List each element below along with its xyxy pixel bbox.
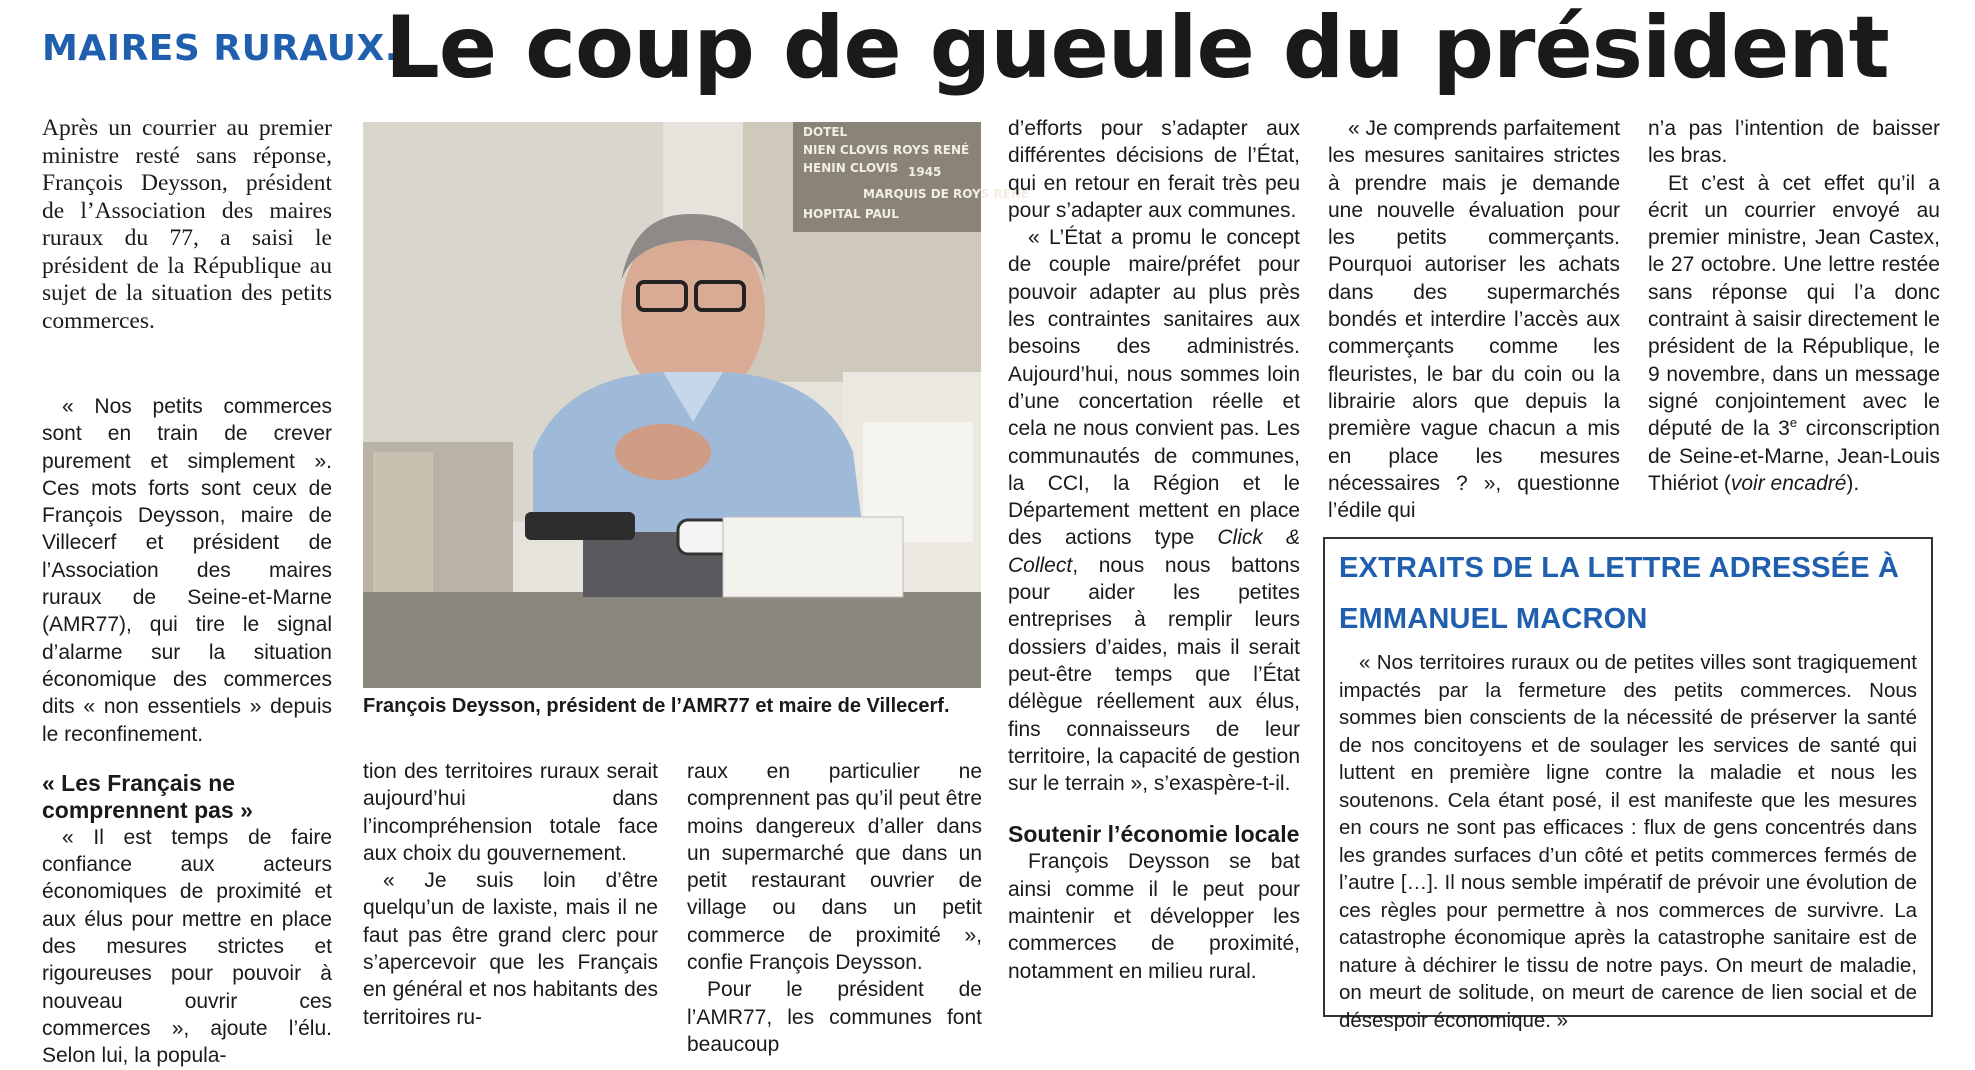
paragraph: « Il est temps de faire confiance aux acteurs économiques de proximité et aux élus pour mettre en place des mesures strictes et rigoureuses pour pouvoir à nouveau ouvrir ces commerces », ajoute l’élu. Selon lui, la popula- — [42, 825, 332, 1068]
plaque-line: NIEN CLOVIS — [803, 143, 889, 157]
article-photo — [363, 122, 1030, 688]
column-2 — [363, 758, 658, 1031]
text-run: circonscription de Seine-et-Marne, Jean-Louis Thiériot ( — [1648, 417, 1940, 495]
paragraph: tion des territoires ruraux serait aujourd’hui dans l’incompréhension totale face aux choix du gouvernement. — [363, 760, 658, 865]
section-kicker: MAIRES RURAUX. — [42, 28, 399, 69]
paragraph: « Nos petits commerces sont en train de crever purement et simplement ». Ces mots forts sont ceux de François Deysson, maire de Villecerf et président de l’Association des maires ruraux de Seine-et-Marne (AMR77), qui tire le signal d’alarme sur la situation économique des commerces dits « non essentiels » depuis le reconfinement. — [42, 395, 332, 746]
plaque-line: 1945 — [908, 165, 942, 179]
superscript: e — [1789, 415, 1798, 431]
paragraph: Pour le président de l’AMR77, les communes font beaucoup — [687, 978, 982, 1056]
column-3 — [687, 758, 982, 1058]
box-text: « Nos territoires ruraux ou de petites villes sont tragiquement impactés par la fermeture des petits commerces. Nous sommes bien conscients de la nécessité de préserver la santé de nos concitoyens et de soulager les services de santé qui luttent en première ligne contre la maladie et nous les soutenons. Cela étant posé, il est manifeste que les mesures en cours ne sont pas efficaces : flux de gens concentrés dans les grandes surfaces d’un côté et petits commerces fermés de l’autre […]. Il nous semble impératif de prévoir une évolution de ces règles pour permettre à nos commerces de survivre. La catastrophe économique après la catastrophe sanitaire est de nature à déchirer le tissu de notre pays. On meurt de maladie, on meurt de solitude, on meurt de carence de lien social et de désespoir économique. » — [1339, 651, 1917, 1032]
column-4 — [1008, 115, 1300, 985]
article-intro: Après un courrier au premier ministre resté sans réponse, François Deysson, président de l’Association des maires ruraux du 77, a saisi le président de la République au sujet de la situation des petits commerces. — [42, 115, 332, 334]
paragraph: d’efforts pour s’adapter aux différentes décisions de l’État, qui en retour en ferait très peu pour s’adapter aux communes. — [1008, 117, 1300, 222]
text-run: « L’État a promu le concept de couple maire/préfet pour pouvoir adapter au plus près les contraintes sanitaires aux besoins des administrés. Aujourd’hui, nous sommes loin d’une concertation réelle et cela ne nous convient pas. Les communautés de communes, la CCI, la Région et le Département mettent en place des actions type — [1008, 226, 1300, 550]
letter-excerpt-box — [1323, 537, 1933, 1032]
paragraph — [1008, 224, 1300, 797]
column-5 — [1328, 115, 1620, 524]
paragraph: François Deysson se bat ainsi comme il le peut pour maintenir et développer les commerces de proximité, notamment en milieu rural. — [1008, 850, 1300, 983]
plaque-line: ROYS RENÉ — [893, 143, 970, 157]
paragraph: « Je comprends parfaitement les mesures sanitaires strictes à prendre mais je demande une nouvelle évaluation pour les petits commerçants. Pourquoi autoriser les achats dans des supermarchés bondés et interdire l’accès aux commerçants comme les fleuristes, le bar du coin ou la librairie alors que depuis la première vague chacun a mis en place les mesures nécessaires ? », questionne l’édile qui — [1328, 117, 1620, 523]
text-run: Et c’est à cet effet qu’il a écrit un courrier envoyé au premier ministre, Jean Castex, le 27 octobre. Une lettre restée sans réponse qui l’a donc contraint à saisir directement le président de la République, le 9 novembre, dans un message signé conjointement avec le député de la 3 — [1648, 171, 1940, 441]
text-run: , nous nous battons pour aider les petites entreprises à remplir leurs dossiers d’aides, mais il serait peut-être temps que l’État délègue réellement aux élus, fins connaisseurs de leur territoire, la capacité de gestion sur le terrain », s’exaspère-t-il. — [1008, 553, 1300, 796]
paragraph — [1648, 170, 1940, 498]
plaque-line: HENIN CLOVIS — [803, 161, 899, 175]
column-6 — [1648, 115, 1940, 497]
photo-caption: François Deysson, président de l’AMR77 et maire de Villecerf. — [363, 695, 950, 717]
column-1 — [42, 393, 332, 1070]
subheading-soutenir: Soutenir l’économie locale — [1008, 821, 1300, 848]
plaque-line: HOPITAL PAUL — [803, 207, 899, 221]
paragraph: raux en particulier ne comprennent pas qu’il peut être moins dangereux d’aller dans un supermarché que dans un petit restaurant ouvrier de village ou dans un petit commerce de proximité », confie François Deysson. — [687, 760, 982, 975]
paragraph: n’a pas l’intention de baisser les bras. — [1648, 117, 1940, 168]
box-title: EXTRAITS DE LA LETTRE ADRESSÉE À EMMANUEL MACRON — [1339, 552, 1900, 635]
text-run-italic: voir encadré — [1730, 471, 1847, 495]
article-headline: Le coup de gueule du président — [385, 0, 1889, 98]
paragraph: « Je suis loin d’être quelqu’un de laxiste, mais il ne faut pas être grand clerc pour s’apercevoir que les Français en général et nos habitants des territoires ru- — [363, 869, 658, 1029]
photo-illustration — [363, 122, 1030, 688]
plaque-line: MARQUIS DE ROYS RENÉ — [863, 187, 1030, 201]
text-run-italic: Click & Collect — [1008, 526, 1300, 577]
text-run: ). — [1846, 471, 1860, 495]
subheading-francais: « Les Français ne comprennent pas » — [42, 769, 253, 823]
plaque-line: DOTEL — [803, 125, 848, 139]
